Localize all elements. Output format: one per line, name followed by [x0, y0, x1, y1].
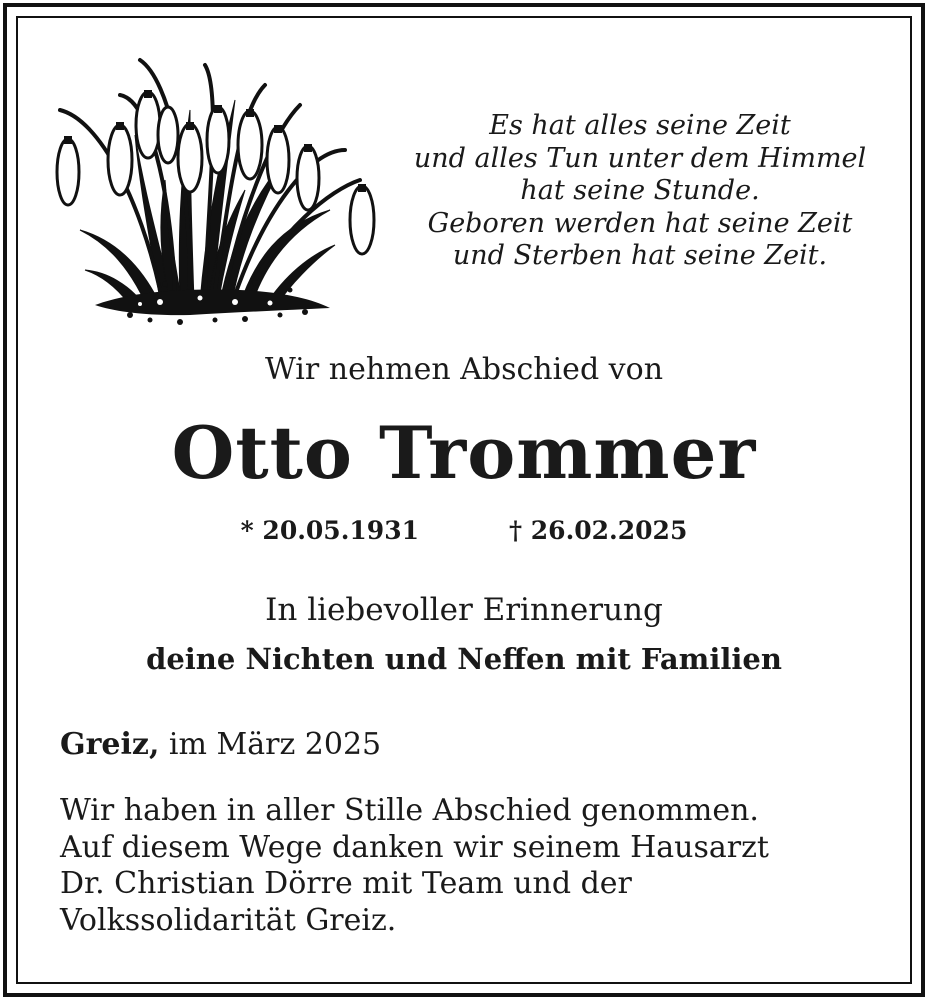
- death-date: † 26.02.2025: [509, 516, 688, 545]
- poem-line: Geboren werden hat seine Zeit: [427, 207, 853, 239]
- snowdrop-flowers-icon: [40, 40, 380, 325]
- thanks-line: Dr. Christian Dörre mit Team und der: [60, 866, 632, 901]
- family-line: deine Nichten und Neffen mit Familien: [146, 642, 782, 676]
- intro-text: Wir nehmen Abschied von: [264, 352, 664, 387]
- thanks-line: Volkssolidarität Greiz.: [60, 902, 397, 938]
- deceased-name: Otto Trommer: [171, 410, 757, 495]
- thanks-line: Auf diesem Wege danken wir seinem Hausarzt: [60, 829, 769, 865]
- poem-line: hat seine Stunde.: [520, 175, 760, 206]
- poem-line: und Sterben hat seine Zeit.: [452, 240, 828, 271]
- poem: [380, 110, 900, 273]
- poem-line: und alles Tun unter dem Himmel: [413, 142, 867, 174]
- place-city: Greiz,: [60, 727, 160, 762]
- place-month: im März 2025: [159, 727, 382, 762]
- poem-line: Es hat alles seine Zeit: [489, 110, 791, 141]
- memory-line: In liebevoller Erinnerung: [265, 592, 663, 628]
- place-date: [60, 727, 381, 762]
- thanks-line: Wir haben in aller Stille Abschied genommen.: [60, 793, 759, 828]
- thanks-text: [60, 793, 880, 939]
- life-dates: [0, 516, 928, 545]
- birth-date: * 20.05.1931: [240, 516, 419, 545]
